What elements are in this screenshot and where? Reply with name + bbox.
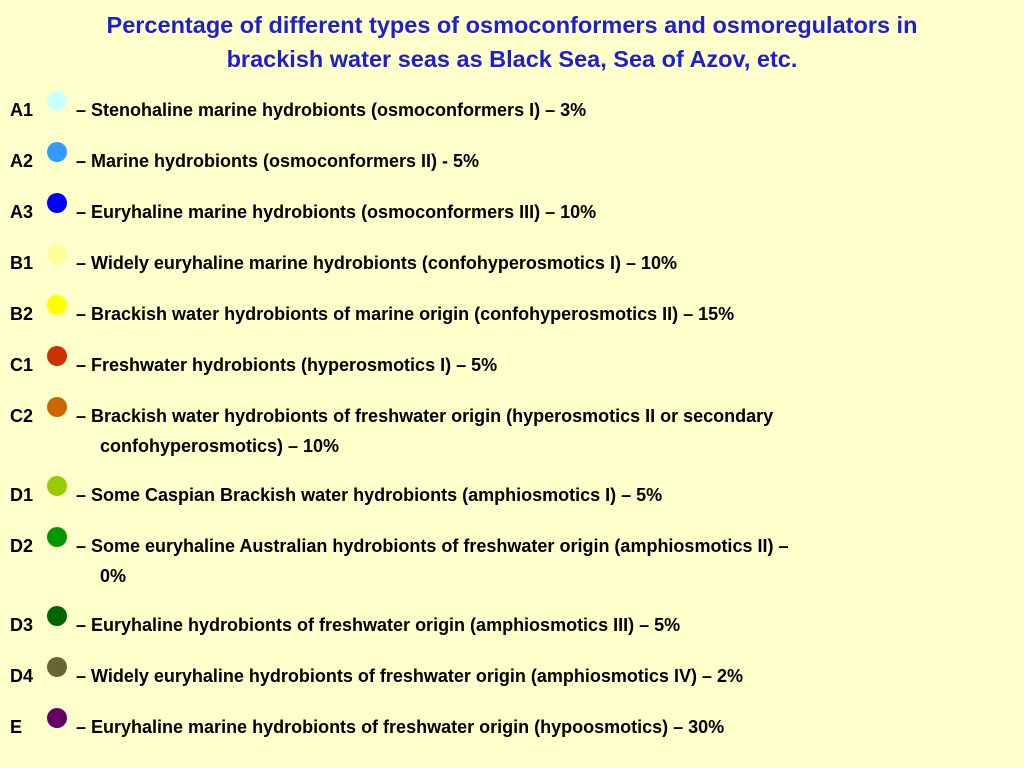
legend-code: C2 [10,406,34,426]
legend-line-1: – Freshwater hydrobionts (hyperosmotics I) – 5% [76,355,498,375]
legend-line-1: – Brackish water hydrobionts of marine origin (confohyperosmotics II) – 15% [76,304,735,324]
title-line-2: brackish water seas as Black Sea, Sea of Azov, etc. [226,46,798,72]
legend-code: E [10,717,23,737]
legend-code: B2 [10,304,34,324]
color-dot-icon [47,397,67,417]
title-line-1: Percentage of different types of osmoconformers and osmoregulators in [106,12,918,38]
color-dot-icon [47,606,67,626]
legend-line-1: – Marine hydrobionts (osmoconformers II) - 5% [76,151,480,171]
legend-code: A1 [10,100,34,120]
legend-line-1: – Some euryhaline Australian hydrobionts of freshwater origin (amphiosmotics II) – [76,536,789,556]
color-dot-icon [47,193,67,213]
legend-code: D1 [10,485,34,505]
color-dot-icon [47,708,67,728]
legend-line-1: – Some Caspian Brackish water hydrobionts (amphiosmotics I) – 5% [76,485,663,505]
legend-description [76,248,996,278]
legend-line-1: – Stenohaline marine hydrobionts (osmoconformers I) – 3% [76,100,587,120]
legend-description [76,95,996,125]
legend-line-2: 0% [100,566,127,586]
legend-description [76,197,996,227]
legend-code: B1 [10,253,34,273]
legend-line-1: – Widely euryhaline hydrobionts of freshwater origin (amphiosmotics IV) – 2% [76,666,743,686]
legend-line-1: – Widely euryhaline marine hydrobionts (confohyperosmotics I) – 10% [76,253,677,273]
legend-code: D2 [10,536,34,556]
color-dot-icon [47,346,67,366]
legend-line-2: confohyperosmotics) – 10% [100,436,340,456]
legend-description [76,661,996,691]
color-dot-icon [47,91,67,111]
color-dot-icon [47,476,67,496]
color-dot-icon [47,295,67,315]
color-dot-icon [47,527,67,547]
legend-line-1: – Euryhaline hydrobionts of freshwater origin (amphiosmotics III) – 5% [76,615,681,635]
legend-line-1: – Euryhaline marine hydrobionts (osmoconformers III) – 10% [76,202,597,222]
legend-description [76,299,996,329]
legend-code: A3 [10,202,34,222]
legend-description [76,401,996,461]
legend-description [76,712,996,742]
legend-code: D4 [10,666,34,686]
legend-description [76,610,996,640]
legend-code: A2 [10,151,34,171]
legend-code: D3 [10,615,34,635]
legend-description [76,480,996,510]
legend-description [76,146,996,176]
color-dot-icon [47,657,67,677]
legend-line-1: – Brackish water hydrobionts of freshwater origin (hyperosmotics II or secondary [76,406,774,426]
legend-line-1: – Euryhaline marine hydrobionts of freshwater origin (hypoosmotics) – 30% [76,717,725,737]
legend-description [76,531,996,591]
legend-description [76,350,996,380]
color-dot-icon [47,244,67,264]
legend-code: C1 [10,355,34,375]
color-dot-icon [47,142,67,162]
